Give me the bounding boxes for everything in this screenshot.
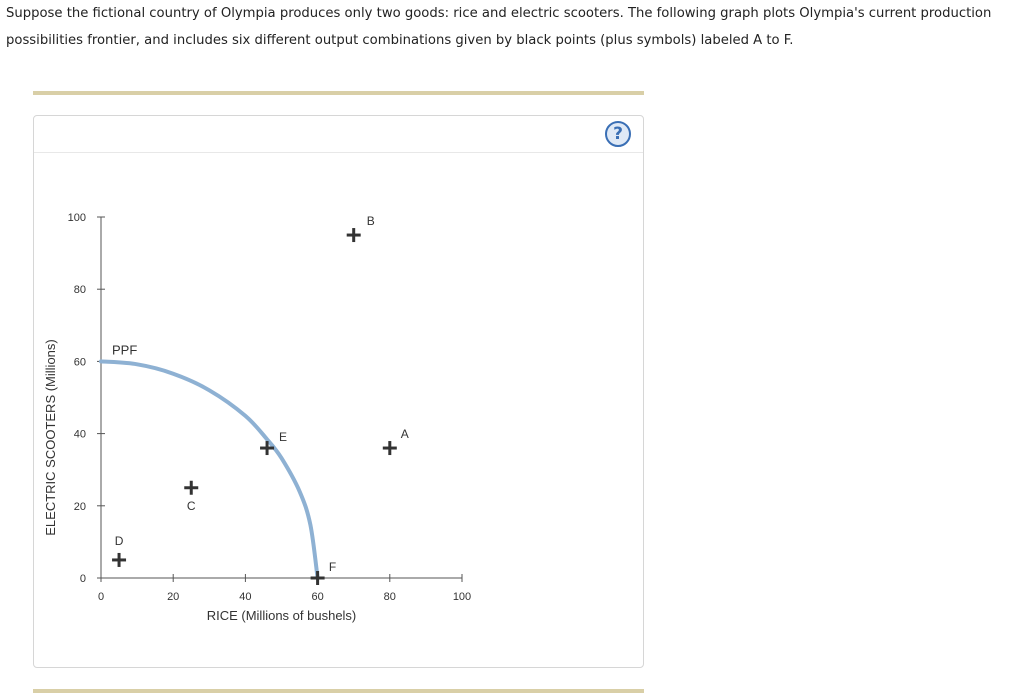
plus-icon	[347, 228, 361, 242]
point-d[interactable]	[112, 534, 126, 567]
point-b[interactable]	[347, 214, 375, 242]
plus-icon	[184, 481, 198, 495]
data-points	[112, 214, 409, 585]
point-label: E	[279, 430, 288, 445]
y-ticks	[68, 212, 105, 585]
point-label: A	[400, 427, 409, 442]
point-c[interactable]	[184, 481, 198, 513]
plus-icon	[311, 571, 325, 585]
point-label: D	[114, 533, 124, 548]
question-circle-icon[interactable]: ?	[605, 121, 631, 147]
point-label: F	[328, 560, 337, 574]
y-tick-label: 40	[73, 428, 86, 441]
y-tick-label: 80	[73, 284, 86, 297]
x-tick-label: 40	[239, 591, 252, 603]
x-tick-label: 100	[452, 591, 472, 603]
plus-icon	[112, 553, 126, 567]
x-tick-label: 60	[311, 591, 324, 603]
y-tick-label: 60	[73, 356, 86, 369]
bottom-divider	[33, 689, 644, 693]
y-tick-label: 0	[79, 573, 86, 585]
intro-line-1: Suppose the fictional country of Olympia produces only two goods: rice and electric scooters. The following graph plots Olympia's current production	[6, 6, 992, 21]
point-a[interactable]	[383, 427, 409, 455]
point-label: C	[186, 498, 196, 513]
point-label: B	[366, 214, 375, 229]
x-tick-label: 0	[97, 591, 105, 603]
x-axis-label: RICE (Millions of bushels)	[206, 608, 357, 623]
plus-icon	[383, 441, 397, 455]
y-tick-label: 100	[67, 212, 86, 224]
y-tick-label: 20	[73, 500, 86, 513]
y-axis-label: ELECTRIC SCOOTERS (Millions)	[43, 339, 58, 536]
intro-line-2: possibilities frontier, and includes six different output combinations given by black points (plus symbols) labeled A to F.	[6, 33, 794, 48]
ppf-label: PPF	[112, 342, 138, 358]
x-tick-label: 20	[167, 591, 180, 603]
x-tick-label: 80	[383, 591, 396, 603]
ppf-curve[interactable]	[101, 361, 318, 578]
